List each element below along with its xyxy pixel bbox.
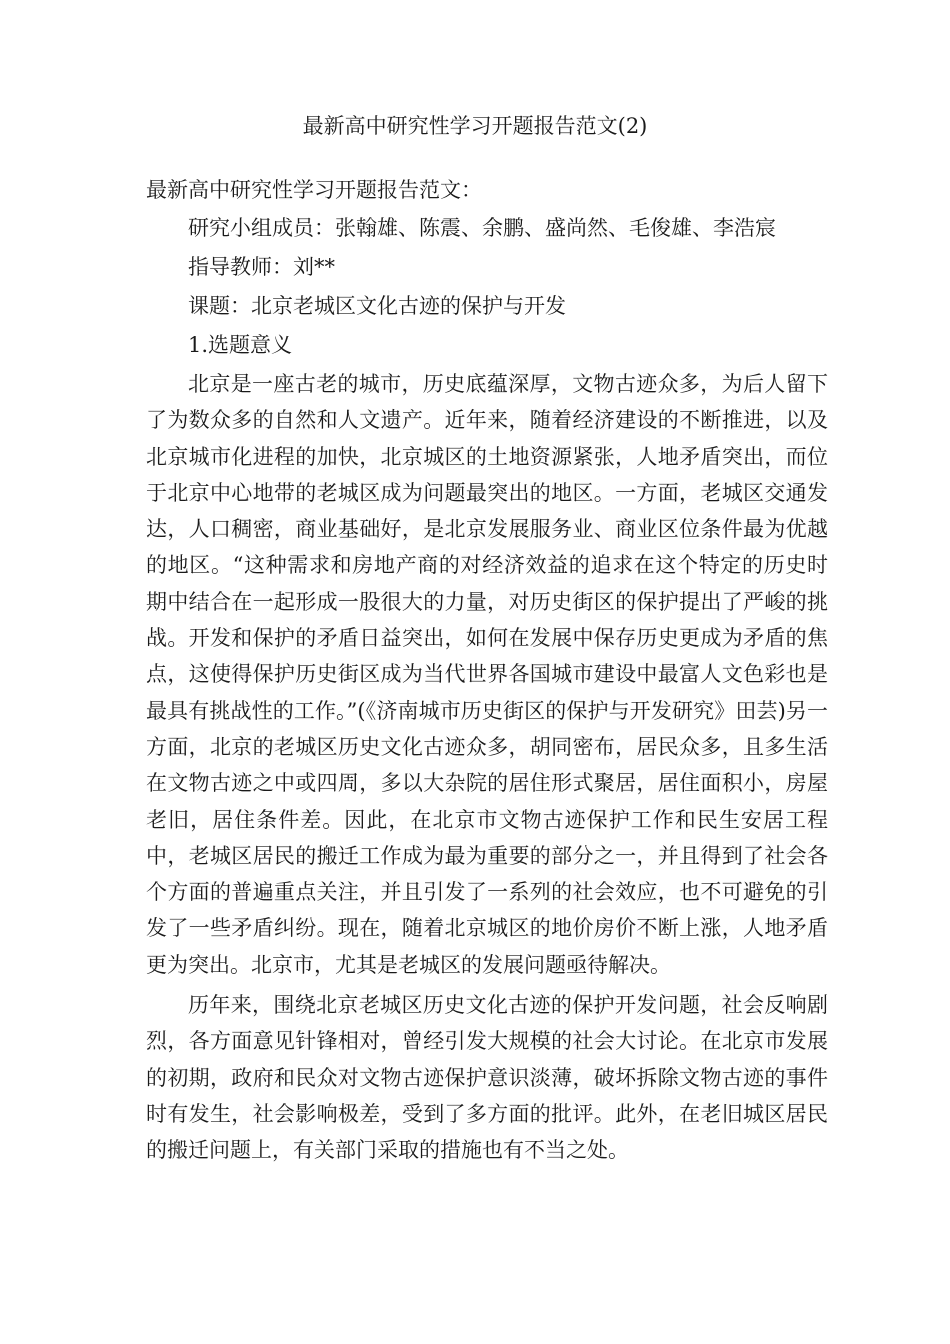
section-heading: 1.选题意义 bbox=[188, 333, 293, 357]
members-line: 研究小组成员：张翰雄、陈震、余鹏、盛尚然、毛俊雄、李浩宸 bbox=[188, 216, 776, 240]
body-paragraph-1: 北京是一座古老的城市，历史底蕴深厚，文物古迹众多，为后人留下了为数众多的自然和人文遗产。近年来，随着经济建设的不断推进，以及北京城市化进程的加快，北京城区的土地资源紧张，人地矛盾突出，而位于北京中心地带的老城区成为问题最突出的地区。一方面，老城区交通发达，人口稠密，商业基础好，是北京发展服务业、商业区位条件最为优越的地区。“这种需求和房地产商的对经济效益的追求在这个特定的历史时期中结合在一起形成一股很大的力量，对历史街区的保护提出了严峻的挑战。开发和保护的矛盾日益突出，如何在发展中保存历史更成为矛盾的焦点，这使得保护历史街区成为当代世界各国城市建设中最富人文色彩也是最具有挑战性的工作。”(《济南城市历史街区的保护与开发研究》田芸)另一方面，北京的老城区历史文化古迹众多，胡同密布，居民众多，且多生活在文物古迹之中或四周，多以大杂院的居住形式聚居，居住面积小，房屋老旧，居住条件差。因此，在北京市文物古迹保护工作和民生安居工程中，老城区居民的搬迁工作成为最为重要的部分之一，并且得到了社会各个方面的普遍重点关注，并且引发了一系列的社会效应，也不可避免的引发了一些矛盾纠纷。现在，随着北京城区的地价房价不断上涨，人地矛盾更为突出。北京市，尤其是老城区的发展问题亟待解决。 bbox=[146, 372, 828, 977]
document-body bbox=[146, 172, 828, 1169]
document-title: 最新高中研究性学习开题报告范文(2) bbox=[302, 114, 648, 138]
topic-line: 课题：北京老城区文化古迹的保护与开发 bbox=[188, 294, 566, 318]
teacher-line: 指导教师：刘** bbox=[188, 255, 335, 279]
body-paragraph-2: 历年来，围绕北京老城区历史文化古迹的保护开发问题，社会反响剧烈，各方面意见针锋相对，曾经引发大规模的社会大讨论。在北京市发展的初期，政府和民众对文物古迹保护意识淡薄，破坏拆除文物古迹的事件时有发生，社会影响极差，受到了多方面的批评。此外，在老旧城区居民的搬迁问题上，有关部门采取的措施也有不当之处。 bbox=[146, 993, 828, 1163]
intro-line: 最新高中研究性学习开题报告范文： bbox=[146, 178, 482, 202]
